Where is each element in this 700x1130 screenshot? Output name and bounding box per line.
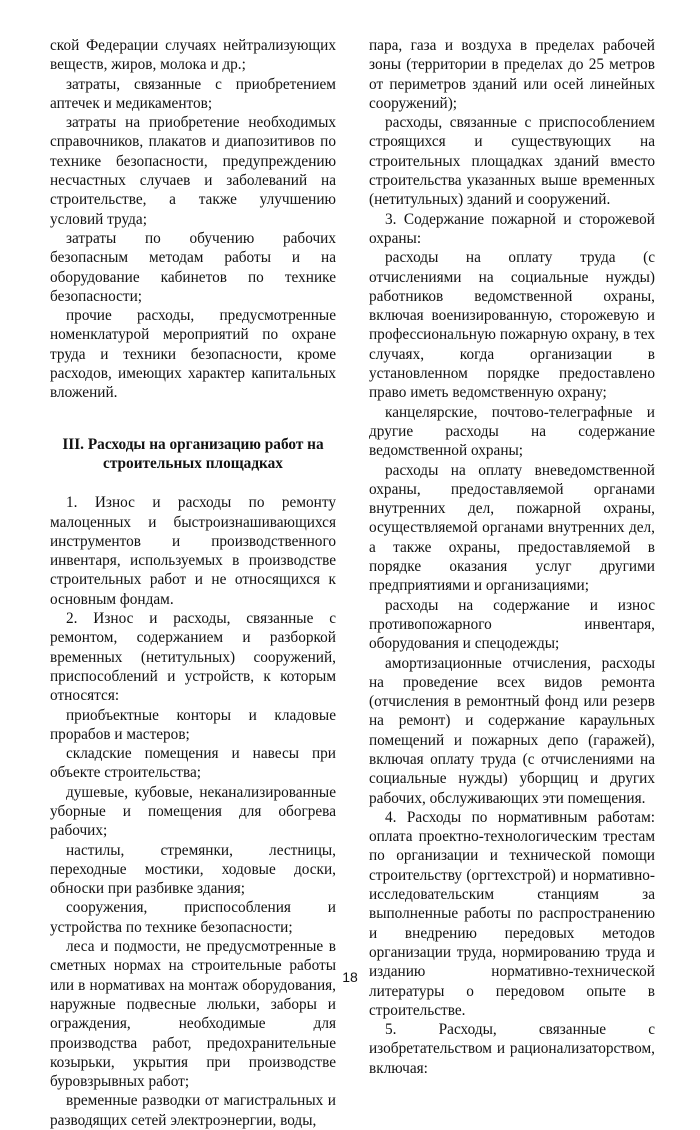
paragraph: затраты на приобретение необходимых справочников, плакатов и диапозитивов по технике безопасности, предупреждению несчастных случаев и заболеваний на строительстве, а также улучшению условий труда; bbox=[50, 114, 336, 228]
paragraph: амортизационные отчисления, расходы на проведение всех видов ремонта (отчисления в ремонтный фонд или резерв на ремонт) и содержание караульных помещений и пожарных депо (гаражей), включая оплату труда (с отчислениями на социальные нужды) уборщиц и других рабочих, обслуживающих эти помещения. bbox=[369, 654, 655, 807]
paragraph: 3. Содержание пожарной и сторожевой охраны: bbox=[369, 210, 655, 247]
right-column bbox=[369, 36, 655, 1078]
paragraph: пара, газа и воздуха в пределах рабочей зоны (территории в пределах до 25 метров от периметров зданий или осей линейных сооружений); bbox=[369, 37, 655, 112]
paragraph: расходы на оплату вневедомственной охраны, предоставляемой органами внутренних дел, пожарной охраны, осуществляемой органами внутренних дел, а также охраны, предоставляемой в порядке оказания услуг другими предприятиями и организациями; bbox=[369, 461, 655, 595]
page-number: 18 bbox=[342, 969, 358, 985]
paragraph: сооружения, приспособления и устройства по технике безопасности; bbox=[50, 899, 336, 936]
paragraph: приобъектные конторы и кладовые прорабов и мастеров; bbox=[50, 706, 336, 743]
paragraph: расходы, связанные с приспособлением строящихся и существующих на строительных площадках зданий вместо строительства указанных выше временных (нетитульных) зданий и сооружений. bbox=[369, 114, 655, 209]
paragraph: расходы на оплату труда (с отчислениями на социальные нужды) работников ведомственной охраны, включая военизированную, сторожевую и профессиональную пожарную охрану, в тех случаях, когда организации в установленном порядке предоставлено право иметь ведомственную охрану; bbox=[369, 249, 655, 402]
paragraph: складские помещения и навесы при объекте строительства; bbox=[50, 745, 336, 782]
paragraph: 2. Износ и расходы, связанные с ремонтом, содержанием и разборкой временных (нетитульных) сооружений, приспособлений и устройств, к которым относятся: bbox=[50, 610, 336, 705]
section-heading: III. Расходы на организацию работ на строительных площадках bbox=[62, 435, 324, 472]
paragraph: настилы, стремянки, лестницы, переходные мостики, ходовые доски, обноски при разбивке здания; bbox=[50, 841, 336, 898]
paragraph: леса и подмости, не предусмотренные в сметных нормах на строительные работы или в нормативах на монтаж оборудования, наружные подвесные люльки, заборы и ограждения, необходимые для производства работ, предохранительные козырьки, укрытия при производстве буровзрывных работ; bbox=[50, 938, 336, 1091]
paragraph: затраты, связанные с приобретением аптечек и медикаментов; bbox=[50, 75, 336, 112]
paragraph: канцелярские, почтово-телеграфные и другие расходы на содержание ведомственной охраны; bbox=[369, 403, 655, 460]
paragraph: затраты по обучению рабочих безопасным методам работы и на оборудование кабинетов по технике безопасности; bbox=[50, 229, 336, 305]
paragraph: расходы на содержание и износ противопожарного инвентаря, оборудования и спецодежды; bbox=[369, 596, 655, 653]
paragraph: 1. Износ и расходы по ремонту малоценных и быстроизнашивающихся инструментов и производственного инвентаря, используемых в производстве строительных работ и не относящихся к основным фондам. bbox=[50, 494, 336, 608]
paragraph: прочие расходы, предусмотренные номенклатурой мероприятий по охране труда и техники безопасности, кроме расходов, имеющих характер капитальных вложений. bbox=[50, 307, 336, 402]
paragraph: временные разводки от магистральных и разводящих сетей электроэнергии, воды, bbox=[50, 1092, 336, 1129]
paragraph: 5. Расходы, связанные с изобретательством и рационализаторством, включая: bbox=[369, 1021, 655, 1077]
left-column bbox=[50, 36, 336, 1130]
paragraph: душевые, кубовые, неканализированные уборные и помещения для обогрева рабочих; bbox=[50, 783, 336, 840]
paragraph: ской Федерации случаях нейтрализующих веществ, жиров, молока и др.; bbox=[50, 37, 336, 74]
paragraph: 4. Расходы по нормативным работам: оплата проектно-технологическим трестам по организации и технической помощи строительству (оргтехстрой) и нормативно-исследовательским станциям за выполненные работы по распространению и внедрению передовых методов организации труда, нормированию труда и изданию нормативно-технической литературы о передовом опыте в строительстве. bbox=[369, 808, 655, 1019]
